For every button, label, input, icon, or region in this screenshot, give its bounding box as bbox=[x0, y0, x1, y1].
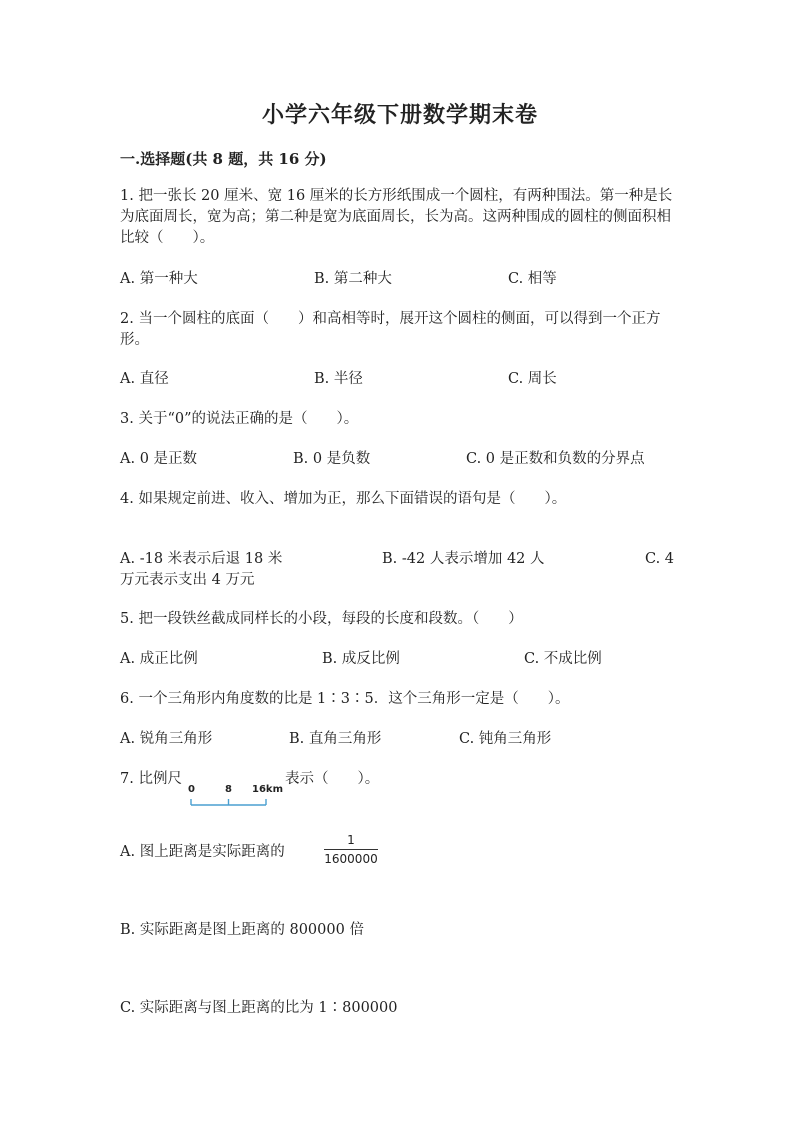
question-1-text: 1. 把一张长 20 厘米、宽 16 厘米的长方形纸围成一个圆柱，有两种围法。第一种是长为底面周长，宽为高；第二种是宽为底面周长，长为高。这两种围成的圆柱的侧面积相比较（ ）。 bbox=[120, 188, 673, 246]
question-7-text-before: 7. 比例尺 bbox=[120, 771, 182, 787]
question-7-option-b: B. 实际距离是图上距离的 800000 倍 bbox=[120, 922, 364, 938]
question-6-option-b: B. 直角三角形 bbox=[289, 731, 382, 747]
question-3-option-a: A. 0 是正数 bbox=[120, 451, 198, 467]
question-5-text: 5. 把一段铁丝截成同样长的小段，每段的长度和段数。（ ） bbox=[120, 611, 523, 627]
question-3-option-c: C. 0 是正数和负数的分界点 bbox=[466, 451, 645, 467]
section-heading: 一.选择题(共 8 题，共 16 分) bbox=[120, 150, 327, 168]
question-5-option-a: A. 成正比例 bbox=[120, 651, 198, 667]
question-6-option-a: A. 锐角三角形 bbox=[120, 731, 213, 747]
question-4-option-c-continued: 万元表示支出 4 万元 bbox=[120, 572, 255, 588]
scale-label-0: 0 bbox=[188, 784, 195, 795]
question-1-option-b: B. 第二种大 bbox=[314, 271, 392, 287]
scale-bar-line bbox=[185, 784, 285, 810]
question-1-option-c: C. 相等 bbox=[508, 271, 557, 287]
question-2-option-c: C. 周长 bbox=[508, 371, 557, 387]
question-2-text: 2. 当一个圆柱的底面（ ）和高相等时，展开这个圆柱的侧面，可以得到一个正方形。 bbox=[120, 311, 661, 348]
question-5-option-b: B. 成反比例 bbox=[322, 651, 400, 667]
question-5-option-c: C. 不成比例 bbox=[524, 651, 602, 667]
question-4-text: 4. 如果规定前进、收入、增加为正，那么下面错误的语句是（ ）。 bbox=[120, 491, 567, 507]
question-2-option-a: A. 直径 bbox=[120, 371, 169, 387]
question-7-text-after: 表示（ ）。 bbox=[285, 771, 380, 787]
fraction-one-over-1600000 bbox=[322, 832, 380, 867]
fraction-denominator: 1600000 bbox=[324, 852, 378, 866]
question-7-option-c: C. 实际距离与图上距离的比为 1∶800000 bbox=[120, 1000, 398, 1016]
question-4-option-a: A. -18 米表示后退 18 米 bbox=[120, 551, 283, 567]
scale-bar-figure bbox=[185, 784, 285, 810]
fraction-bar bbox=[324, 849, 378, 850]
page-title: 小学六年级下册数学期末卷 bbox=[261, 102, 538, 128]
question-2-option-b: B. 半径 bbox=[314, 371, 363, 387]
scale-label-16km: 16km bbox=[252, 784, 283, 795]
question-1-option-a: A. 第一种大 bbox=[120, 271, 198, 287]
fraction-numerator: 1 bbox=[347, 833, 355, 847]
question-3-text: 3. 关于“0”的说法正确的是（ ）。 bbox=[120, 411, 359, 427]
question-6-option-c: C. 钝角三角形 bbox=[459, 731, 552, 747]
question-3-option-b: B. 0 是负数 bbox=[293, 451, 371, 467]
question-4-option-c: C. 4 bbox=[645, 551, 675, 567]
question-4-option-b: B. -42 人表示增加 42 人 bbox=[382, 551, 545, 567]
scale-label-8: 8 bbox=[225, 784, 232, 795]
question-6-text: 6. 一个三角形内角度数的比是 1∶3∶5．这个三角形一定是（ ）。 bbox=[120, 691, 570, 707]
question-7-option-a: A. 图上距离是实际距离的 bbox=[120, 844, 285, 860]
